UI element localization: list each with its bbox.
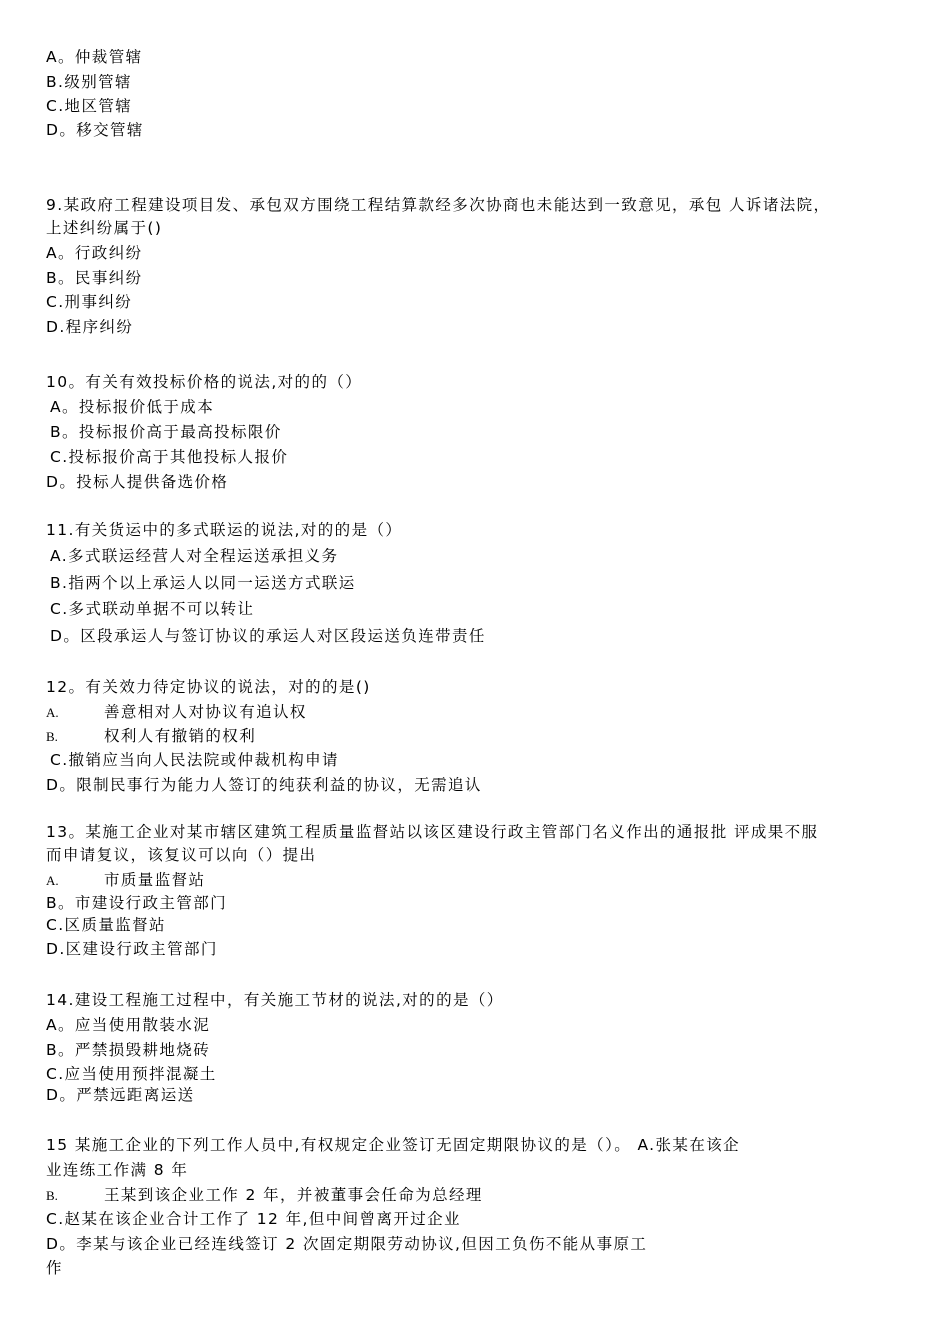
option-line: C.赵某在该企业合计工作了 12 年,但中间曾离开过企业 xyxy=(46,1210,461,1228)
option-prefix: A. xyxy=(46,705,59,720)
option-line: D.程序纠纷 xyxy=(46,318,134,336)
option-prefix: A. xyxy=(46,873,59,888)
question-12-text: 12。有关效力待定协议的说法，对的的是() xyxy=(46,678,371,696)
option-line: C.投标报价高于其他投标人报价 xyxy=(50,448,289,466)
option-line: D。限制民事行为能力人签订的纯获利益的协议，无需追认 xyxy=(46,776,482,794)
option-line: D。李某与该企业已经连线签订 2 次固定期限劳动协议,但因工负伤不能从事原工 xyxy=(46,1235,648,1253)
option-line: C.多式联动单据不可以转让 xyxy=(50,600,255,618)
question-15-text-cont: 业连练工作满 8 年 xyxy=(46,1161,189,1179)
option-text: 市质量监督站 xyxy=(104,871,206,889)
option-text: 善意相对人对协议有追认权 xyxy=(104,703,307,721)
option-line: C.撤销应当向人民法院或仲裁机构申请 xyxy=(50,751,339,769)
option-text: 王某到该企业工作 2 年，并被董事会任命为总经理 xyxy=(104,1186,483,1204)
option-line: B.指两个以上承运人以同一运送方式联运 xyxy=(50,574,356,592)
question-13-text-cont: 而申请复议，该复议可以向（）提出 xyxy=(46,846,317,864)
option-line: D.区建设行政主管部门 xyxy=(46,940,218,958)
option-line: B。民事纠纷 xyxy=(46,269,143,287)
option-line: C.区质量监督站 xyxy=(46,916,166,934)
option-line xyxy=(46,1185,483,1206)
question-15-text: 15 某施工企业的下列工作人员中,有权规定企业签订无固定期限协议的是（）。 A.张某在该企 xyxy=(46,1136,741,1154)
option-prefix: B. xyxy=(46,729,58,744)
option-line xyxy=(46,870,205,891)
option-line: A。行政纠纷 xyxy=(46,244,143,262)
option-line xyxy=(46,726,256,747)
option-line: A。投标报价低于成本 xyxy=(50,398,215,416)
option-line: C.地区管辖 xyxy=(46,97,133,115)
option-line: A。仲裁管辖 xyxy=(46,48,143,66)
question-13-text: 13。某施工企业对某市辖区建筑工程质量监督站以该区建设行政主管部门名义作出的通报批 评成果不服 xyxy=(46,823,819,841)
question-11-text: 11.有关货运中的多式联运的说法,对的的是（） xyxy=(46,521,403,539)
option-text: 权利人有撤销的权利 xyxy=(104,727,257,745)
option-line: D。区段承运人与签订协议的承运人对区段运送负连带责任 xyxy=(50,627,486,645)
option-line-cont: 作 xyxy=(46,1259,63,1277)
option-line xyxy=(46,702,307,723)
question-9-text: 9.某政府工程建设项目发、承包双方围绕工程结算款经多次协商也未能达到一致意见，承包 人诉诸法院， xyxy=(46,196,831,214)
option-line: C.应当使用预拌混凝土 xyxy=(46,1065,217,1083)
option-line: A。应当使用散装水泥 xyxy=(46,1016,211,1034)
option-line: C.刑事纠纷 xyxy=(46,293,133,311)
option-line: B。市建设行政主管部门 xyxy=(46,894,228,912)
option-line: D。移交管辖 xyxy=(46,121,144,139)
option-prefix: B. xyxy=(46,1188,58,1203)
option-line: B。严禁损毁耕地烧砖 xyxy=(46,1041,211,1059)
option-line: A.多式联运经营人对全程运送承担义务 xyxy=(50,547,339,565)
option-line: B。投标报价高于最高投标限价 xyxy=(50,423,282,441)
option-line: B.级别管辖 xyxy=(46,73,132,91)
question-14-text: 14.建设工程施工过程中，有关施工节材的说法,对的的是（） xyxy=(46,991,504,1009)
question-9-text-cont: 上述纠纷属于() xyxy=(46,219,163,237)
option-line: D。严禁远距离运送 xyxy=(46,1086,195,1104)
option-line: D。投标人提供备选价格 xyxy=(46,473,229,491)
question-10-text: 10。有关有效投标价格的说法,对的的（） xyxy=(46,373,363,391)
